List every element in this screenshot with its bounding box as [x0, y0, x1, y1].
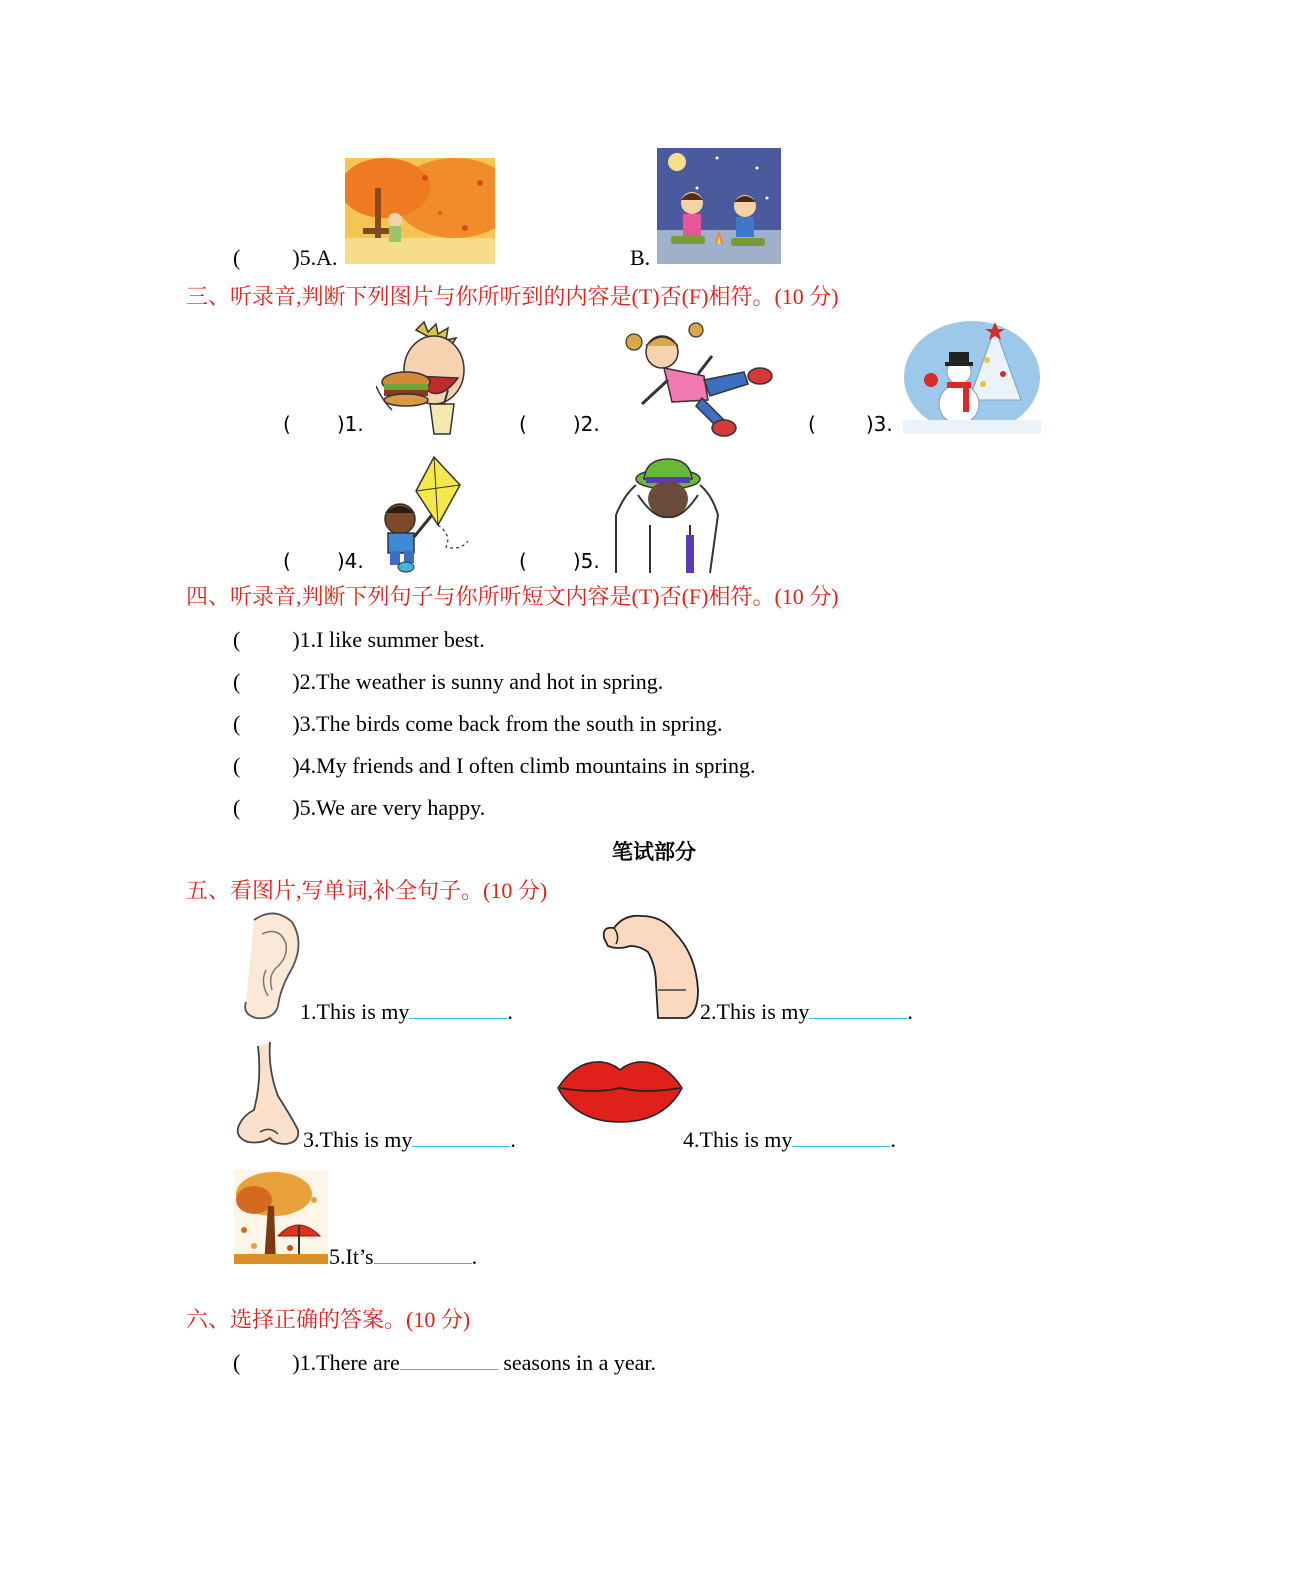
nose-picture: [234, 1040, 304, 1146]
answer-paren[interactable]: (: [283, 412, 291, 436]
option-a-label: )5.A.: [292, 245, 338, 270]
s3-item4-label: ( )4.: [283, 549, 364, 573]
s4-item2: ( )2.The weather is sunny and hot in spring.: [233, 669, 664, 694]
answer-paren[interactable]: (: [233, 669, 241, 694]
section3-heading: 三、听录音,判断下列图片与你所听到的内容是(T)否(F)相符。(10 分): [186, 284, 839, 309]
s4-item4: ( )4.My friends and I often climb mountains in spring.: [233, 753, 756, 778]
s4-item3: ( )3.The birds come back from the south in spring.: [233, 711, 723, 736]
arm-muscle-picture: [600, 910, 702, 1020]
s5-item3: 3.This is my .: [303, 1127, 516, 1152]
answer-blank[interactable]: [792, 1126, 890, 1147]
answer-blank[interactable]: [412, 1126, 510, 1147]
answer-paren[interactable]: (: [233, 795, 241, 820]
written-part-title: 笔试部分: [612, 840, 696, 864]
section6-heading: 六、选择正确的答案。(10 分): [186, 1307, 471, 1332]
s3-item2-label: ( )2.: [519, 412, 600, 436]
s4-item5: ( )5.We are very happy.: [233, 795, 486, 820]
answer-paren[interactable]: (: [519, 412, 527, 436]
option-b-label: B.: [630, 245, 651, 270]
answer-blank[interactable]: [400, 1349, 498, 1370]
boy-eating-hamburger-picture: [376, 320, 472, 436]
boy-flying-kite-picture: [376, 455, 470, 573]
answer-blank[interactable]: [374, 1243, 472, 1264]
answer-paren[interactable]: (: [233, 753, 241, 778]
s3-item5-label: ( )5.: [519, 549, 600, 573]
answer-paren[interactable]: (: [283, 549, 291, 573]
answer-paren[interactable]: (: [233, 627, 241, 652]
answer-paren[interactable]: (: [233, 245, 241, 270]
s4-item1: ( )1.I like summer best.: [233, 627, 485, 652]
s5-item4: 4.This is my .: [683, 1127, 896, 1152]
lips-picture: [556, 1054, 684, 1126]
person-wearing-hat-picture: [610, 455, 722, 573]
answer-paren[interactable]: (: [233, 1350, 241, 1375]
s3-item1-label: ( )1.: [283, 412, 364, 436]
answer-paren[interactable]: (: [233, 711, 241, 736]
girl-falling-picture: [612, 320, 774, 438]
q5-row: [233, 245, 338, 271]
s5-item1: 1.This is my .: [300, 999, 513, 1024]
winter-night-campfire-picture: [657, 148, 781, 264]
snowman-christmas-tree-picture: [903, 320, 1041, 434]
s5-item5: 5.It’s .: [329, 1244, 478, 1269]
autumn-scene-picture: [345, 158, 495, 264]
s3-item3-label: ( )3.: [808, 412, 893, 436]
section4-heading: 四、听录音,判断下列句子与你所听短文内容是(T)否(F)相符。(10 分): [186, 584, 839, 609]
answer-paren[interactable]: (: [808, 412, 816, 436]
s6-item1: ( )1.There are seasons in a year.: [233, 1350, 657, 1375]
answer-paren[interactable]: (: [519, 549, 527, 573]
section5-heading: 五、看图片,写单词,补全句子。(10 分): [186, 878, 548, 903]
autumn-tree-umbrella-picture: [234, 1170, 328, 1264]
answer-blank[interactable]: [409, 998, 507, 1019]
ear-picture: [234, 910, 302, 1022]
answer-blank[interactable]: [809, 998, 907, 1019]
s5-item2: 2.This is my .: [700, 999, 913, 1024]
